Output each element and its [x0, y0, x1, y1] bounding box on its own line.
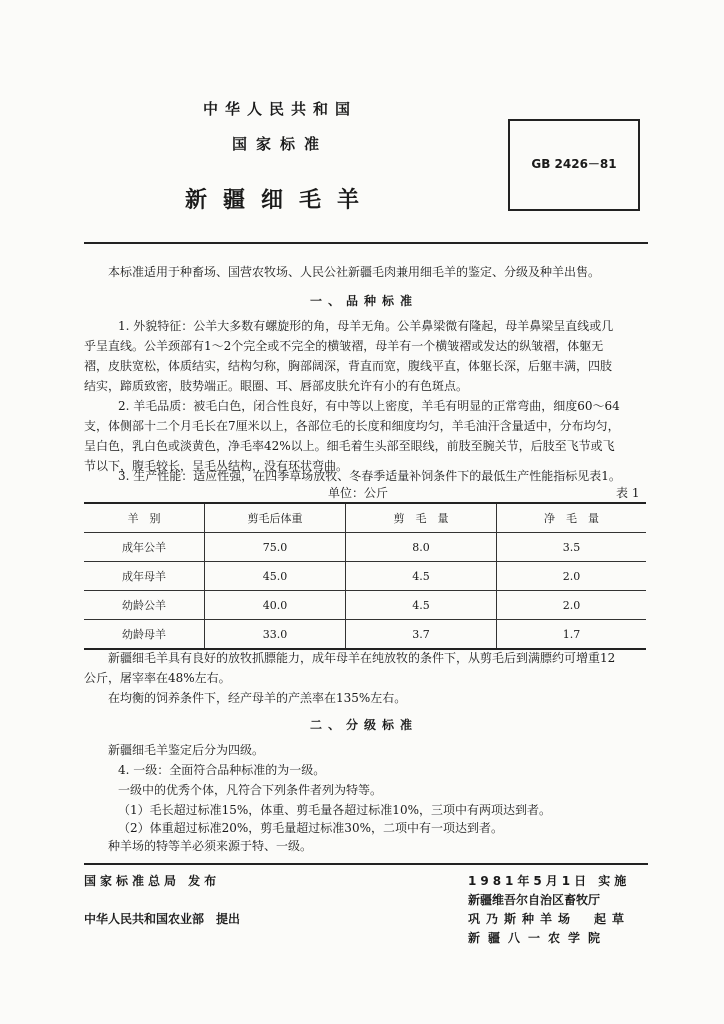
table-cell: 3.5 — [497, 533, 647, 562]
table-label: 表 1 — [616, 486, 640, 500]
table-cell: 8.0 — [346, 533, 497, 562]
table-cell: 2.0 — [497, 562, 647, 591]
item3-line: 3. 生产性能：适应性强，在四季草场放牧、冬春季适量补饲条件下的最低生产性能指标见表1。 — [118, 469, 621, 483]
item1-line: 乎呈直线。公羊颈部有1～2个完全或不完全的横皱褶，母羊有一个横皱褶或发达的纵皱褶，体躯无 — [84, 339, 604, 353]
table-row — [84, 562, 646, 591]
section2-heading: 二、分级标准 — [310, 718, 419, 732]
drafter: 新疆维吾尔自治区畜牧厅 — [468, 893, 601, 907]
post-table-line: 新疆细毛羊具有良好的放牧抓膘能力，成年母羊在纯放牧的条件下，从剪毛后到满膘约可增重12 — [108, 651, 616, 665]
production-table — [84, 502, 646, 650]
standard-code: GB 2426－81 — [531, 157, 617, 171]
table-header-cell: 剪 毛 量 — [346, 503, 497, 533]
table-cell: 40.0 — [205, 591, 346, 620]
table-row — [84, 620, 646, 650]
section1-heading: 一、品种标准 — [310, 294, 419, 308]
item2-line: 2. 羊毛品质：被毛白色，闭合性良好，有中等以上密度，羊毛有明显的正常弯曲，细度60～64 — [118, 399, 620, 413]
grading-line: 4. 一级：全面符合品种标准的为一级。 — [118, 763, 326, 777]
grading-line: （1）毛长超过标准15%，体重、剪毛量各超过标准10%，三项中有两项达到者。 — [118, 803, 551, 817]
proposer: 中华人民共和国农业部 提出 — [84, 912, 241, 926]
table-cell: 75.0 — [205, 533, 346, 562]
document-title: 新疆细毛羊 — [184, 188, 375, 213]
footer-rule — [84, 863, 648, 865]
table-row — [84, 591, 646, 620]
table-cell: 幼龄母羊 — [84, 620, 205, 650]
table-cell: 4.5 — [346, 591, 497, 620]
table-cell: 4.5 — [346, 562, 497, 591]
item2-line: 呈白色，乳白色或淡黄色，净毛率42%以上。细毛着生头部至眼线，前肢至腕关节，后肢至飞节或飞 — [84, 439, 615, 453]
issuer: 国家标准总局 发布 — [84, 874, 221, 888]
table-cell: 成年公羊 — [84, 533, 205, 562]
intro-paragraph: 本标准适用于种畜场、国营农牧场、人民公社新疆毛肉兼用细毛羊的鉴定、分级及种羊出售。 — [108, 265, 601, 279]
country-heading: 中华人民共和国 — [202, 100, 357, 118]
item1-line: 结实，蹄质致密，肢势端正。眼圈、耳、唇部皮肤允许有小的有色斑点。 — [84, 379, 469, 393]
table-header-cell: 净 毛 量 — [497, 503, 647, 533]
item2-line: 支，体侧部十二个月毛长在7厘米以上，各部位毛的长度和细度均匀，羊毛油汗含量适中，分布均匀， — [84, 419, 620, 433]
table-header-cell: 羊 别 — [84, 503, 205, 533]
grading-line: 种羊场的特等羊必须来源于特、一级。 — [108, 839, 313, 853]
table-cell: 成年母羊 — [84, 562, 205, 591]
header-rule — [84, 242, 648, 244]
table-header-cell: 剪毛后体重 — [205, 503, 346, 533]
table-cell: 45.0 — [205, 562, 346, 591]
table-cell: 3.7 — [346, 620, 497, 650]
table-row — [84, 533, 646, 562]
drafter: 巩乃斯种羊场 起草 — [468, 912, 631, 926]
post-table-line: 公斤，屠宰率在48%左右。 — [84, 671, 231, 685]
table-cell: 1.7 — [497, 620, 647, 650]
table-cell: 幼龄公羊 — [84, 591, 205, 620]
grading-line: 新疆细毛羊鉴定后分为四级。 — [108, 743, 265, 757]
item2-line: 节以下，腹毛较长，呈毛丛结构，没有环状弯曲。 — [84, 459, 349, 473]
table-cell: 2.0 — [497, 591, 647, 620]
item1-line: 1. 外貌特征：公羊大多数有螺旋形的角，母羊无角。公羊鼻梁微有隆起，母羊鼻梁呈直线或几 — [118, 319, 614, 333]
table-header-row — [84, 503, 646, 533]
table-unit: 单位：公斤 — [328, 486, 389, 500]
grading-line: （2）体重超过标准20%，剪毛量超过标准30%，二项中有一项达到者。 — [118, 821, 503, 835]
standard-code-box — [508, 119, 640, 211]
fertility-line: 在均衡的饲养条件下，经产母羊的产羔率在135%左右。 — [108, 691, 407, 705]
table-cell: 33.0 — [205, 620, 346, 650]
effective-date: 1981年5月1日 实施 — [468, 874, 631, 888]
standard-type-heading: 国家标准 — [231, 135, 328, 153]
item1-line: 褶，皮肤宽松，体质结实，结构匀称，胸部阔深，背直而宽，腹线平直，体躯长深，后躯丰满，四肢 — [84, 359, 613, 373]
drafter: 新疆八一农学院 — [468, 931, 609, 945]
grading-line: 一级中的优秀个体，凡符合下列条件者列为特等。 — [118, 783, 383, 797]
